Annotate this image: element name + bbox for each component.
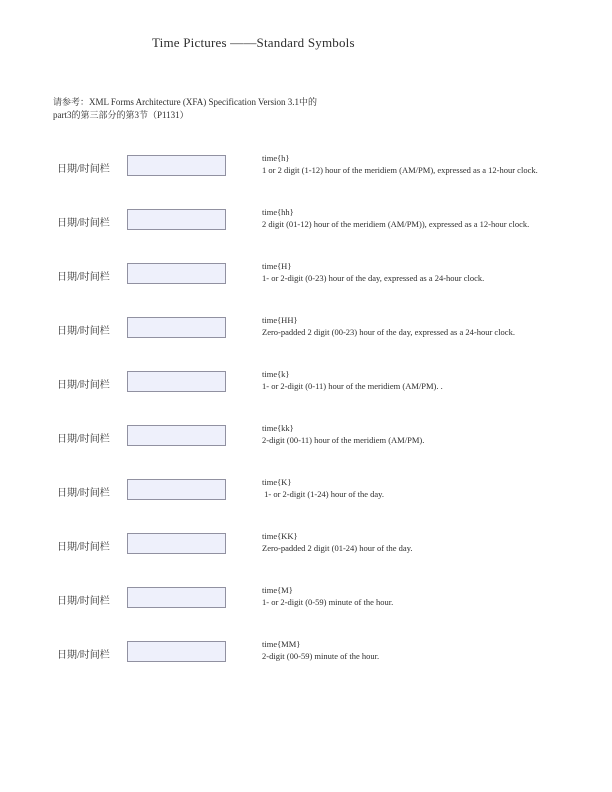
- time-pattern: time{H}: [262, 261, 292, 271]
- datetime-input[interactable]: [127, 587, 226, 608]
- reference-line-1: 请参考：XML Forms Architecture (XFA) Specification Version 3.1中的: [53, 97, 318, 107]
- datetime-input[interactable]: [127, 641, 226, 662]
- datetime-input[interactable]: [127, 533, 226, 554]
- field-description: [262, 207, 592, 230]
- datetime-input[interactable]: [127, 317, 226, 338]
- datetime-field-label: 日期/时间栏: [57, 164, 110, 175]
- datetime-input[interactable]: [127, 425, 226, 446]
- pattern-description: 1- or 2-digit (1-24) hour of the day.: [262, 488, 384, 499]
- datetime-field-row: [0, 261, 612, 315]
- pattern-description: Zero-padded 2 digit (01-24) hour of the day.: [262, 542, 413, 553]
- field-description: [262, 315, 592, 338]
- time-pattern: time{k}: [262, 369, 290, 379]
- time-pattern: time{MM}: [262, 639, 301, 649]
- datetime-field-row: [0, 639, 612, 693]
- field-description: [262, 639, 592, 662]
- datetime-input[interactable]: [127, 155, 226, 176]
- datetime-field-row: [0, 531, 612, 585]
- datetime-input[interactable]: [127, 479, 226, 500]
- field-description: [262, 423, 592, 446]
- datetime-field-row: [0, 315, 612, 369]
- time-pattern: time{M}: [262, 585, 293, 595]
- field-description: [262, 261, 592, 284]
- time-pattern: time{h}: [262, 153, 290, 163]
- datetime-field-label: 日期/时间栏: [57, 596, 110, 607]
- field-rows: [0, 153, 612, 693]
- pattern-description: 2-digit (00-11) hour of the meridiem (AM/PM).: [262, 434, 425, 445]
- datetime-field-row: [0, 207, 612, 261]
- datetime-input[interactable]: [127, 371, 226, 392]
- datetime-field-row: [0, 153, 612, 207]
- datetime-field-label: 日期/时间栏: [57, 542, 110, 553]
- reference-line-2: part3的第三部分的第3节（P1131）: [53, 109, 189, 120]
- pattern-description: 1- or 2-digit (0-59) minute of the hour.: [262, 596, 394, 607]
- pattern-description: 1- or 2-digit (0-11) hour of the meridiem (AM/PM). .: [262, 380, 443, 391]
- datetime-field-label: 日期/时间栏: [57, 650, 110, 661]
- field-description: [262, 477, 592, 500]
- datetime-field-row: [0, 423, 612, 477]
- datetime-field-row: [0, 477, 612, 531]
- datetime-field-label: 日期/时间栏: [57, 272, 110, 283]
- time-pattern: time{hh}: [262, 207, 294, 217]
- datetime-field-label: 日期/时间栏: [57, 218, 110, 229]
- datetime-input[interactable]: [127, 263, 226, 284]
- datetime-field-label: 日期/时间栏: [57, 380, 110, 391]
- datetime-field-row: [0, 585, 612, 639]
- datetime-field-label: 日期/时间栏: [57, 488, 110, 499]
- datetime-field-label: 日期/时间栏: [57, 326, 110, 337]
- datetime-field-row: [0, 369, 612, 423]
- pattern-description: 2-digit (00-59) minute of the hour.: [262, 650, 380, 661]
- pattern-description: 1- or 2-digit (0-23) hour of the day, expressed as a 24-hour clock.: [262, 272, 485, 283]
- time-pattern: time{HH}: [262, 315, 298, 325]
- time-pattern: time{K}: [262, 477, 292, 487]
- page-title: Time Pictures ——Standard Symbols: [152, 35, 355, 50]
- time-pattern: time{kk}: [262, 423, 294, 433]
- datetime-input[interactable]: [127, 209, 226, 230]
- field-description: [262, 153, 592, 176]
- field-description: [262, 531, 592, 554]
- pattern-description: Zero-padded 2 digit (00-23) hour of the day, expressed as a 24-hour clock.: [262, 326, 515, 337]
- reference-note: [53, 96, 317, 121]
- pattern-description: 1 or 2 digit (1-12) hour of the meridiem (AM/PM), expressed as a 12-hour clock.: [262, 164, 538, 175]
- pattern-description: 2 digit (01-12) hour of the meridiem (AM/PM)), expressed as a 12-hour clock.: [262, 218, 530, 229]
- field-description: [262, 585, 592, 608]
- time-pattern: time{KK}: [262, 531, 298, 541]
- datetime-field-label: 日期/时间栏: [57, 434, 110, 445]
- field-description: [262, 369, 592, 392]
